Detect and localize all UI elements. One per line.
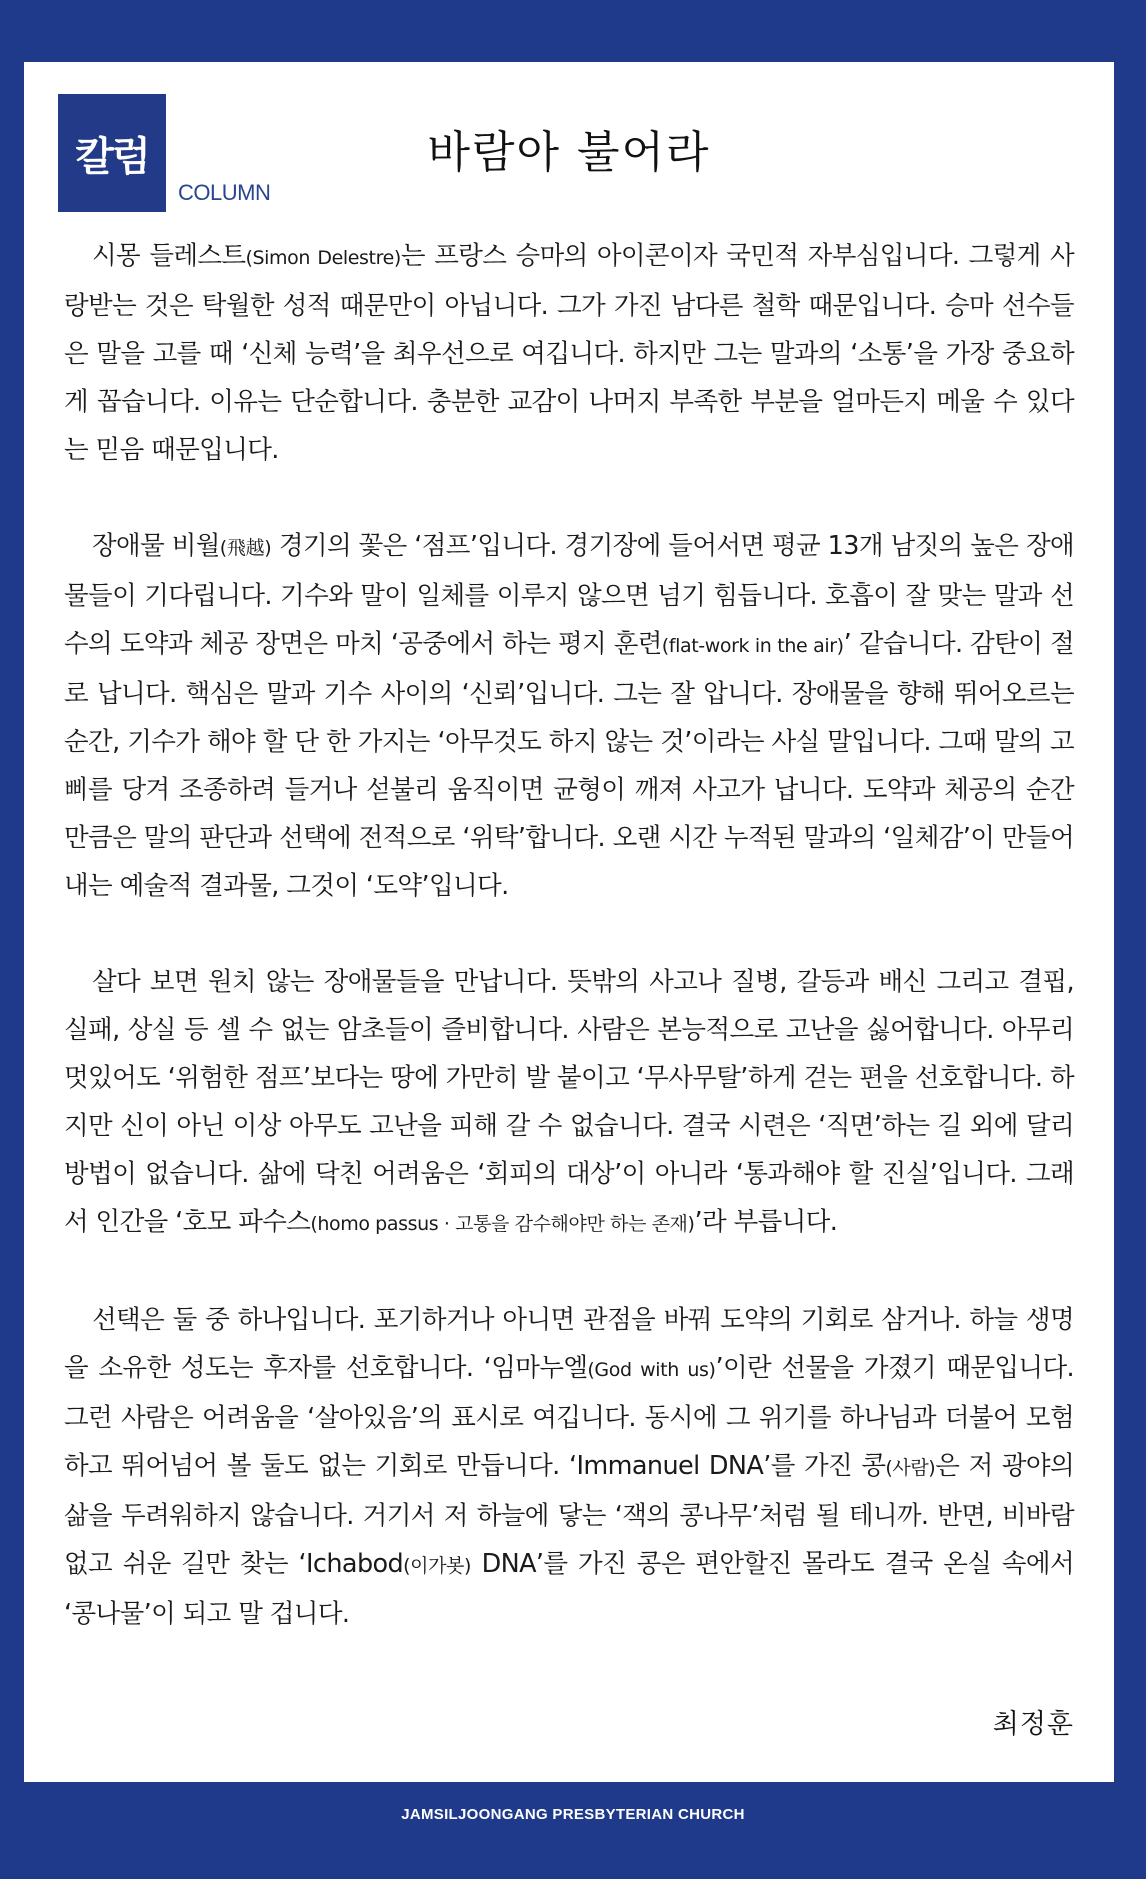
paragraph-3 xyxy=(64,958,1074,1248)
text-run: 살다 보면 원치 않는 장애물들을 만납니다. 뜻밖의 사고나 질병, 갈등과 배신 그리고 결핍, 실패, 상실 등 셀 수 없는 암초들이 즐비합니다. 사람은 본능적으로 고난을 싫어합니다. 아무리 멋있어도 ‘위험한 점프’보다는 땅에 가만히 발 붙이고 ‘무사무탈’하게 걷는 편을 선호합니다. 하지만 신이 아닌 이상 아무도 고난을 피해 갈 수 없습니다. 결국 시련은 ‘직면’하는 길 외에 달리 방법이 없습니다. 삶에 닥친 어려움은 ‘회피의 대상’이 아니라 ‘통과해야 할 진실’입니다. 그래서 인간을 ‘호모 파수스 xyxy=(64,967,1074,1237)
small-text-run: (homo passus · 고통을 감수해야만 하는 존재) xyxy=(310,1213,695,1235)
text-run: ’라 부릅니다. xyxy=(694,1207,838,1237)
text-run: ’이란 선물을 가졌기 때문입니다. 그런 사람은 어려움을 ‘살아있음’의 표시로 여깁니다. 동시에 그 위기를 하나님과 더불어 모험하고 뛰어넘어 볼 둘도 없는 기회로 만듭니다. ‘Immanuel DNA’를 가진 콩 xyxy=(64,1353,1074,1481)
footer-church-name: JAMSILJOONGANG PRESBYTERIAN CHURCH xyxy=(401,1806,745,1823)
text-run: 선택은 둘 중 하나입니다. 포기하거나 아니면 관점을 바꿔 도약의 기회로 삼거나. 하늘 생명을 소유한 성도는 후자를 선호합니다. ‘임마누엘 xyxy=(64,1305,1074,1383)
small-text-run: (flat-work in the air) xyxy=(661,635,844,657)
article-body xyxy=(64,232,1074,1686)
text-run: 경기의 꽃은 ‘점프’입니다. 경기장에 들어서면 평균 13개 남짓의 높은 장애물들이 기다립니다. 기수와 말이 일체를 이루지 않으면 넘기 힘듭니다. 호흡이 잘 맞는 말과 선수의 도약과 체공 장면은 마치 ‘공중에서 하는 평지 훈련 xyxy=(64,531,1075,659)
paragraph-1 xyxy=(64,232,1074,474)
column-badge-subtitle: COLUMN xyxy=(178,180,271,205)
text-run: 은 저 광야의 삶을 두려워하지 않습니다. 거기서 저 하늘에 닿는 ‘잭의 콩나무’처럼 될 테니까. 반면, 비바람 없고 쉬운 길만 찾는 ‘Ichabod xyxy=(64,1451,1074,1579)
text-run: ’ 같습니다. 감탄이 절로 납니다. 핵심은 말과 기수 사이의 ‘신뢰’입니다. 그는 잘 압니다. 장애물을 향해 뛰어오르는 순간, 기수가 해야 할 단 한 가지는 ‘아무것도 하지 않는 것’이라는 사실 말입니다. 그때 말의 고삐를 당겨 조종하려 들거나 섣불리 움직이면 균형이 깨져 사고가 납니다. 도약과 체공의 순간만큼은 말의 판단과 선택에 전적으로 ‘위탁’합니다. 오랜 시간 누적된 말과의 ‘일체감’이 만들어 내는 예술적 결과물, 그것이 ‘도약’입니다. xyxy=(64,629,1074,901)
small-text-run: (이가봇) xyxy=(403,1555,472,1577)
small-text-run: (God with us) xyxy=(587,1359,716,1381)
text-run: 는 프랑스 승마의 아이콘이자 국민적 자부심입니다. 그렇게 사랑받는 것은 탁월한 성적 때문만이 아닙니다. 그가 가진 남다른 철학 때문입니다. 승마 선수들은 말을 고를 때 ‘신체 능력’을 최우선으로 여깁니다. 하지만 그는 말과의 ‘소통’을 가장 중요하게 꼽습니다. 이유는 단순합니다. 충분한 교감이 나머지 부족한 부분을 얼마든지 메울 수 있다는 믿음 때문입니다. xyxy=(64,241,1074,465)
page-title: 바람아 불어라 xyxy=(427,127,711,178)
small-text-run: (飛越) xyxy=(219,537,272,559)
paragraph-4 xyxy=(64,1296,1074,1638)
text-run: 장애물 비월 xyxy=(92,531,220,561)
text-run: 시몽 들레스트 xyxy=(92,241,246,271)
small-text-run: (Simon Delestre) xyxy=(245,247,401,269)
column-card xyxy=(24,62,1114,1782)
small-text-run: (사람) xyxy=(885,1457,936,1479)
text-run: DNA’를 가진 콩은 편안할진 몰라도 결국 온실 속에서 ‘콩나물’이 되고 말 겁니다. xyxy=(64,1549,1074,1629)
paragraph-2 xyxy=(64,522,1074,910)
author-signature: 최정훈 xyxy=(992,1709,1074,1740)
column-badge-label: 칼럼 xyxy=(75,133,149,180)
